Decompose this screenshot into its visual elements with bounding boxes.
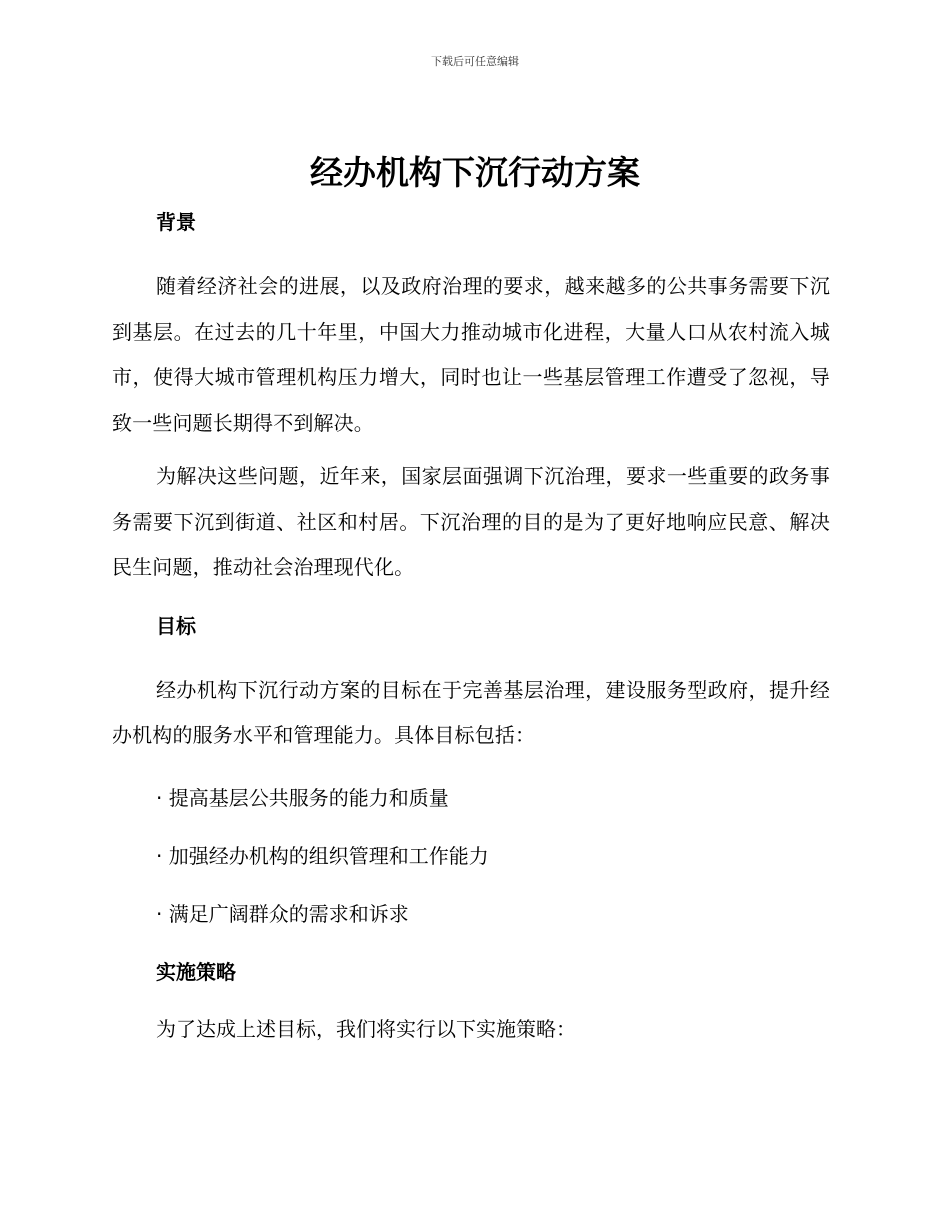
section-heading-background: 背景 [156, 210, 196, 234]
goals-paragraph: 经办机构下沉行动方案的目标在于完善基层治理，建设服务型政府，提升经办机构的服务水平和管理能力。具体目标包括： [112, 677, 830, 747]
goal-bullet-3: · 满足广阔群众的需求和诉求 [156, 901, 409, 926]
background-paragraph-1: 随着经济社会的进展，以及政府治理的要求，越来越多的公共事务需要下沉到基层。在过去的几十年里，中国大力推动城市化进程，大量人口从农村流入城市，使得大城市管理机构压力增大，同时也让一些基层管理工作遭受了忽视，导致一些问题长期得不到解决。 [112, 274, 830, 435]
section-heading-goals: 目标 [156, 613, 196, 638]
section-heading-strategy: 实施策略 [156, 959, 236, 984]
goal-bullet-1: · 提高基层公共服务的能力和质量 [156, 785, 449, 810]
strategy-paragraph: 为了达成上述目标，我们将实行以下实施策略： [156, 1016, 576, 1041]
document-title: 经办机构下沉行动方案 [310, 153, 640, 192]
background-paragraph-2: 为解决这些问题，近年来，国家层面强调下沉治理，要求一些重要的政务事务需要下沉到街道、社区和村居。下沉治理的目的是为了更好地响应民意、解决民生问题，推动社会治理现代化。 [112, 464, 830, 579]
goal-bullet-2: · 加强经办机构的组织管理和工作能力 [156, 843, 489, 868]
document-body [112, 207, 830, 1044]
header-note: 下载后可任意编辑 [431, 55, 519, 68]
